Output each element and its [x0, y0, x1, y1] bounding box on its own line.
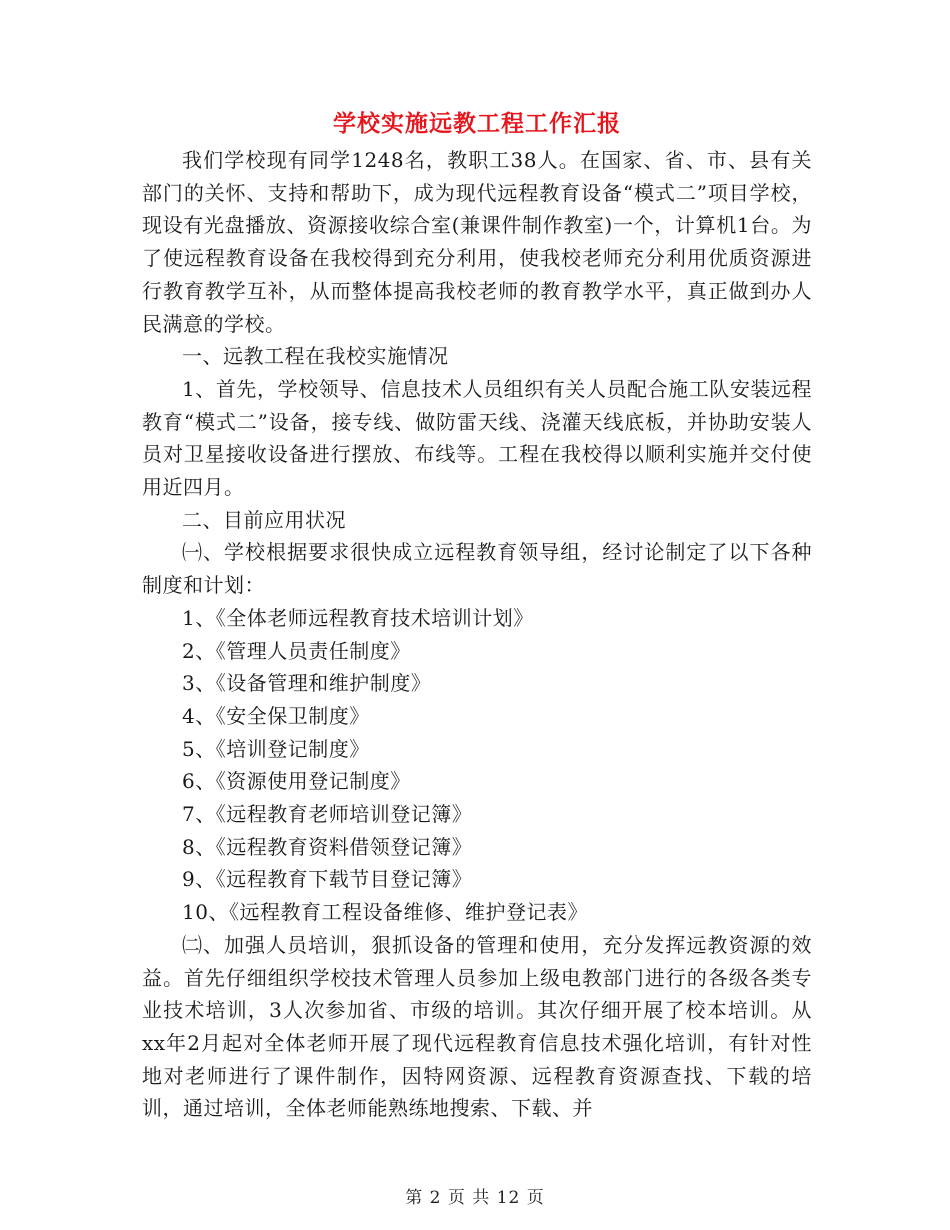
plan-item: 6、《资源使用登记制度》	[182, 769, 411, 794]
section-1-paragraph: 1、首先，学校领导、信息技术人员组织有关人员配合施工队安装远程教育“模式二”设备，接专线、做防雷天线、浇灌天线底板，并协助安装人员对卫星接收设备进行摆放、布线等。工程在我校得以顺利实施并交付使用近四月。	[142, 376, 812, 500]
plan-item: 9、《远程教育下载节目登记簿》	[182, 867, 473, 892]
plan-item: 8、《远程教育资料借领登记簿》	[182, 834, 473, 859]
plans-list	[142, 602, 812, 929]
plan-item: 5、《培训登记制度》	[182, 736, 370, 761]
plan-item: 3、《设备管理和维护制度》	[182, 671, 432, 696]
document-title: 学校实施远教工程工作汇报	[333, 110, 621, 137]
section-2-subsection-2: ㈡、加强人员培训，狠抓设备的管理和使用，充分发挥远教资源的效益。首先仔细组织学校技术管理人员参加上级电教部门进行的各级各类专业技术培训，3人次参加省、市级的培训。其次仔细开展了校本培训。从xx年2月起对全体老师开展了现代远程教育信息技术强化培训，有针对性地对老师进行了课件制作，因特网资源、远程教育资源查找、下载的培训，通过培训，全体老师能熟练地搜索、下载、并	[142, 932, 812, 1121]
intro-paragraph: 我们学校现有同学1248名，教职工38人。在国家、省、市、县有关部门的关怀、支持和帮助下，成为现代远程教育设备“模式二”项目学校，现设有光盘播放、资源接收综合室(兼课件制作教室)一个，计算机1台。为了使远程教育设备在我校得到充分利用，使我校老师充分利用优质资源进行教育教学互补，从而整体提高我校老师的教育教学水平，真正做到办人民满意的学校。	[142, 148, 812, 336]
plan-item: 10、《远程教育工程设备维修、维护登记表》	[182, 900, 588, 925]
plan-item: 1、《全体老师远程教育技术培训计划》	[182, 605, 534, 630]
plan-item: 2、《管理人员责任制度》	[182, 638, 411, 663]
section-2-heading: 二、目前应用状况	[182, 507, 346, 532]
section-1-heading: 一、远教工程在我校实施情况	[182, 344, 449, 369]
page-number-footer: 第 2 页 共 12 页	[405, 1188, 545, 1208]
plan-item: 7、《远程教育老师培训登记簿》	[182, 802, 473, 827]
document-page	[142, 104, 812, 1125]
plan-item: 4、《安全保卫制度》	[182, 703, 370, 728]
section-2-subsection-1: ㈠、学校根据要求很快成立远程教育领导组，经讨论制定了以下各种制度和计划：	[142, 540, 812, 598]
